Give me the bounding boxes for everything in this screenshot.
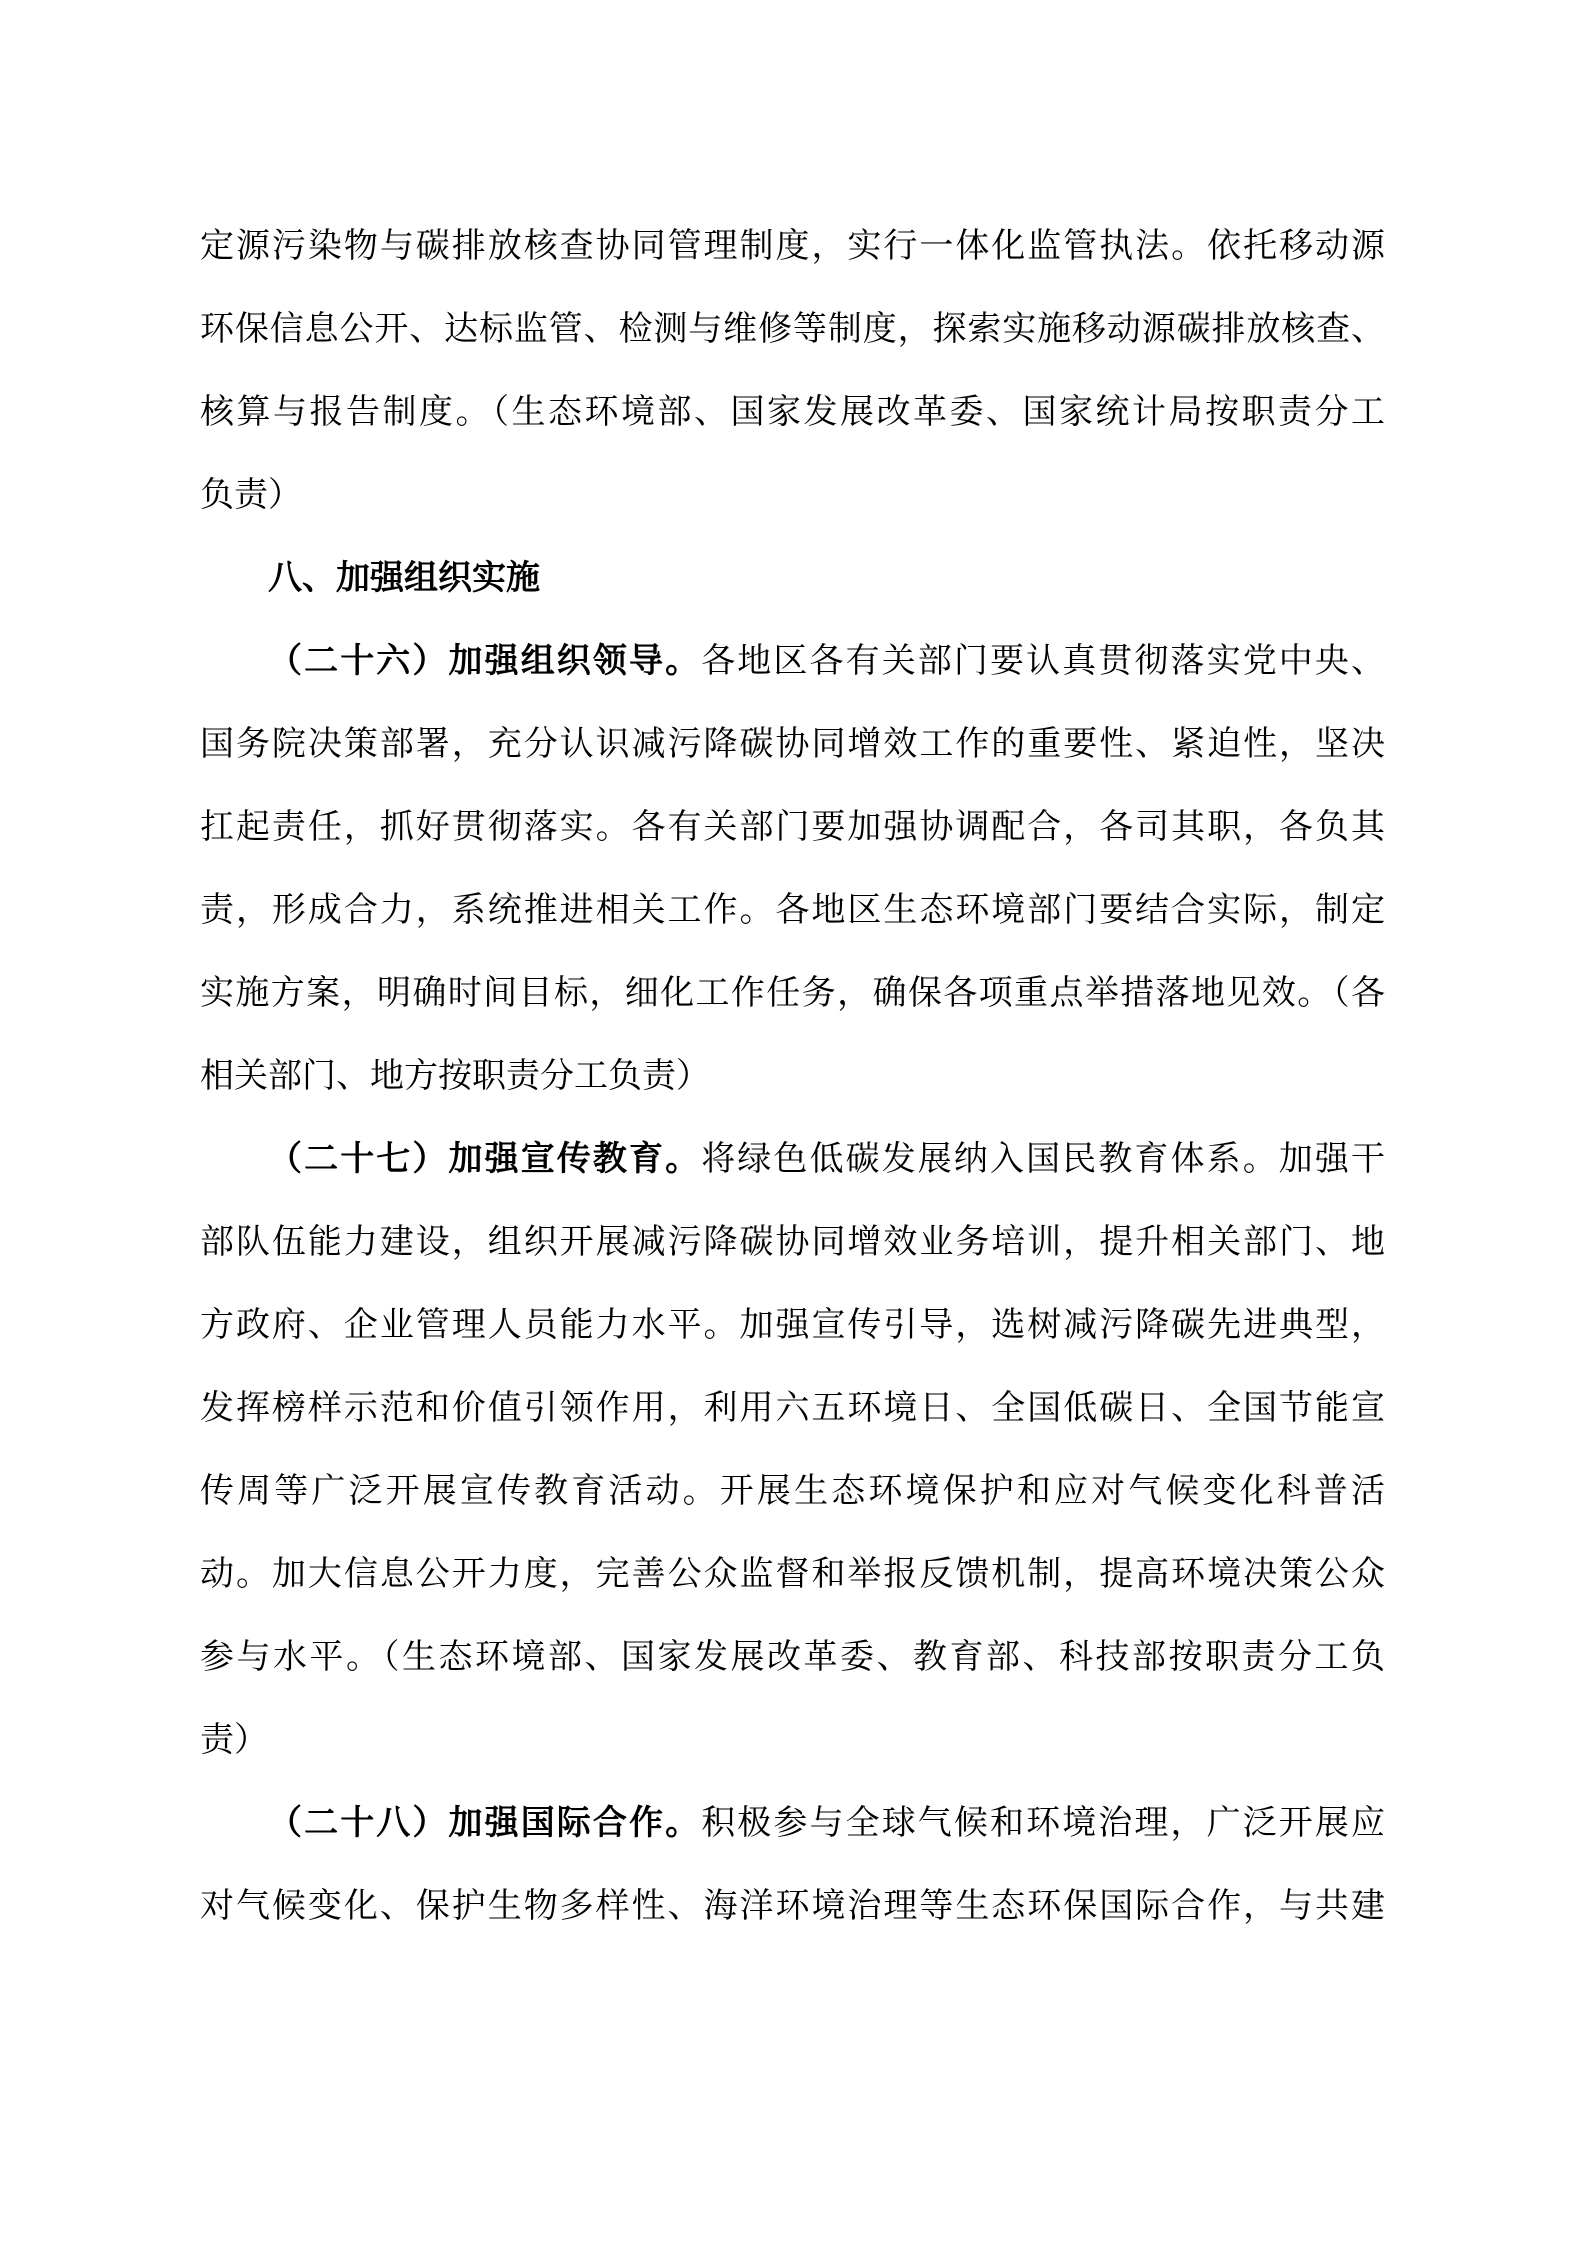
text-line bbox=[200, 1533, 1385, 1616]
text-line bbox=[200, 869, 1385, 952]
text-line bbox=[200, 1450, 1385, 1533]
text-line bbox=[200, 1367, 1385, 1450]
clause-28-title: （二十八）加强国际合作。 bbox=[268, 1803, 702, 1843]
body-text: 扛起责任，抓好贯彻落实。各有关部门要加强协调配合，各司其职，各负其 bbox=[200, 807, 1385, 847]
paragraph-end-line bbox=[200, 454, 1385, 537]
paragraph-first-line bbox=[200, 1782, 1385, 1865]
text-line bbox=[200, 205, 1385, 288]
text-line bbox=[200, 1201, 1385, 1284]
clause-27-title: （二十七）加强宣传教育。 bbox=[268, 1139, 702, 1179]
text-line bbox=[200, 371, 1385, 454]
body-text: 各地区各有关部门要认真贯彻落实党中央、 bbox=[701, 641, 1386, 681]
body-text: 实施方案，明确时间目标，细化工作任务，确保各项重点举措落地见效。（各 bbox=[200, 973, 1385, 1013]
paragraph-end-line bbox=[200, 1035, 1385, 1118]
document-body bbox=[200, 205, 1385, 1948]
body-text: 核算与报告制度。（生态环境部、国家发展改革委、国家统计局按职责分工 bbox=[200, 392, 1385, 432]
text-line bbox=[200, 786, 1385, 869]
body-text: 传周等广泛开展宣传教育活动。开展生态环境保护和应对气候变化科普活 bbox=[200, 1471, 1385, 1511]
paragraph-end-line bbox=[200, 1699, 1385, 1782]
body-text: 责，形成合力，系统推进相关工作。各地区生态环境部门要结合实际，制定 bbox=[200, 890, 1385, 930]
body-text: 国务院决策部署，充分认识减污降碳协同增效工作的重要性、紧迫性，坚决 bbox=[200, 724, 1385, 764]
section-heading-text: 八、加强组织实施 bbox=[268, 558, 540, 598]
body-text: 发挥榜样示范和价值引领作用，利用六五环境日、全国低碳日、全国节能宣 bbox=[200, 1388, 1385, 1428]
body-text: 定源污染物与碳排放核查协同管理制度，实行一体化监管执法。依托移动源 bbox=[200, 226, 1385, 266]
body-text: 积极参与全球气候和环境治理，广泛开展应 bbox=[701, 1803, 1386, 1843]
body-text: 相关部门、地方按职责分工负责） bbox=[200, 1056, 710, 1096]
text-line bbox=[200, 1616, 1385, 1699]
paragraph-first-line bbox=[200, 1118, 1385, 1201]
text-line bbox=[200, 288, 1385, 371]
body-text: 方政府、企业管理人员能力水平。加强宣传引导，选树减污降碳先进典型， bbox=[200, 1305, 1385, 1345]
body-text: 对气候变化、保护生物多样性、海洋环境治理等生态环保国际合作，与共建 bbox=[200, 1886, 1385, 1926]
text-line bbox=[200, 952, 1385, 1035]
body-text: 部队伍能力建设，组织开展减污降碳协同增效业务培训，提升相关部门、地 bbox=[200, 1222, 1385, 1262]
body-text: 责） bbox=[200, 1720, 268, 1760]
clause-26-title: （二十六）加强组织领导。 bbox=[268, 641, 702, 681]
paragraph-first-line bbox=[200, 620, 1385, 703]
body-text: 将绿色低碳发展纳入国民教育体系。加强干 bbox=[701, 1139, 1386, 1179]
body-text: 负责） bbox=[200, 475, 302, 515]
text-line bbox=[200, 1284, 1385, 1367]
body-text: 参与水平。（生态环境部、国家发展改革委、教育部、科技部按职责分工负 bbox=[200, 1637, 1385, 1677]
section-heading bbox=[200, 537, 1385, 620]
body-text: 动。加大信息公开力度，完善公众监督和举报反馈机制，提高环境决策公众 bbox=[200, 1554, 1385, 1594]
text-line bbox=[200, 703, 1385, 786]
body-text: 环保信息公开、达标监管、检测与维修等制度，探索实施移动源碳排放核查、 bbox=[200, 309, 1385, 349]
text-line bbox=[200, 1865, 1385, 1948]
